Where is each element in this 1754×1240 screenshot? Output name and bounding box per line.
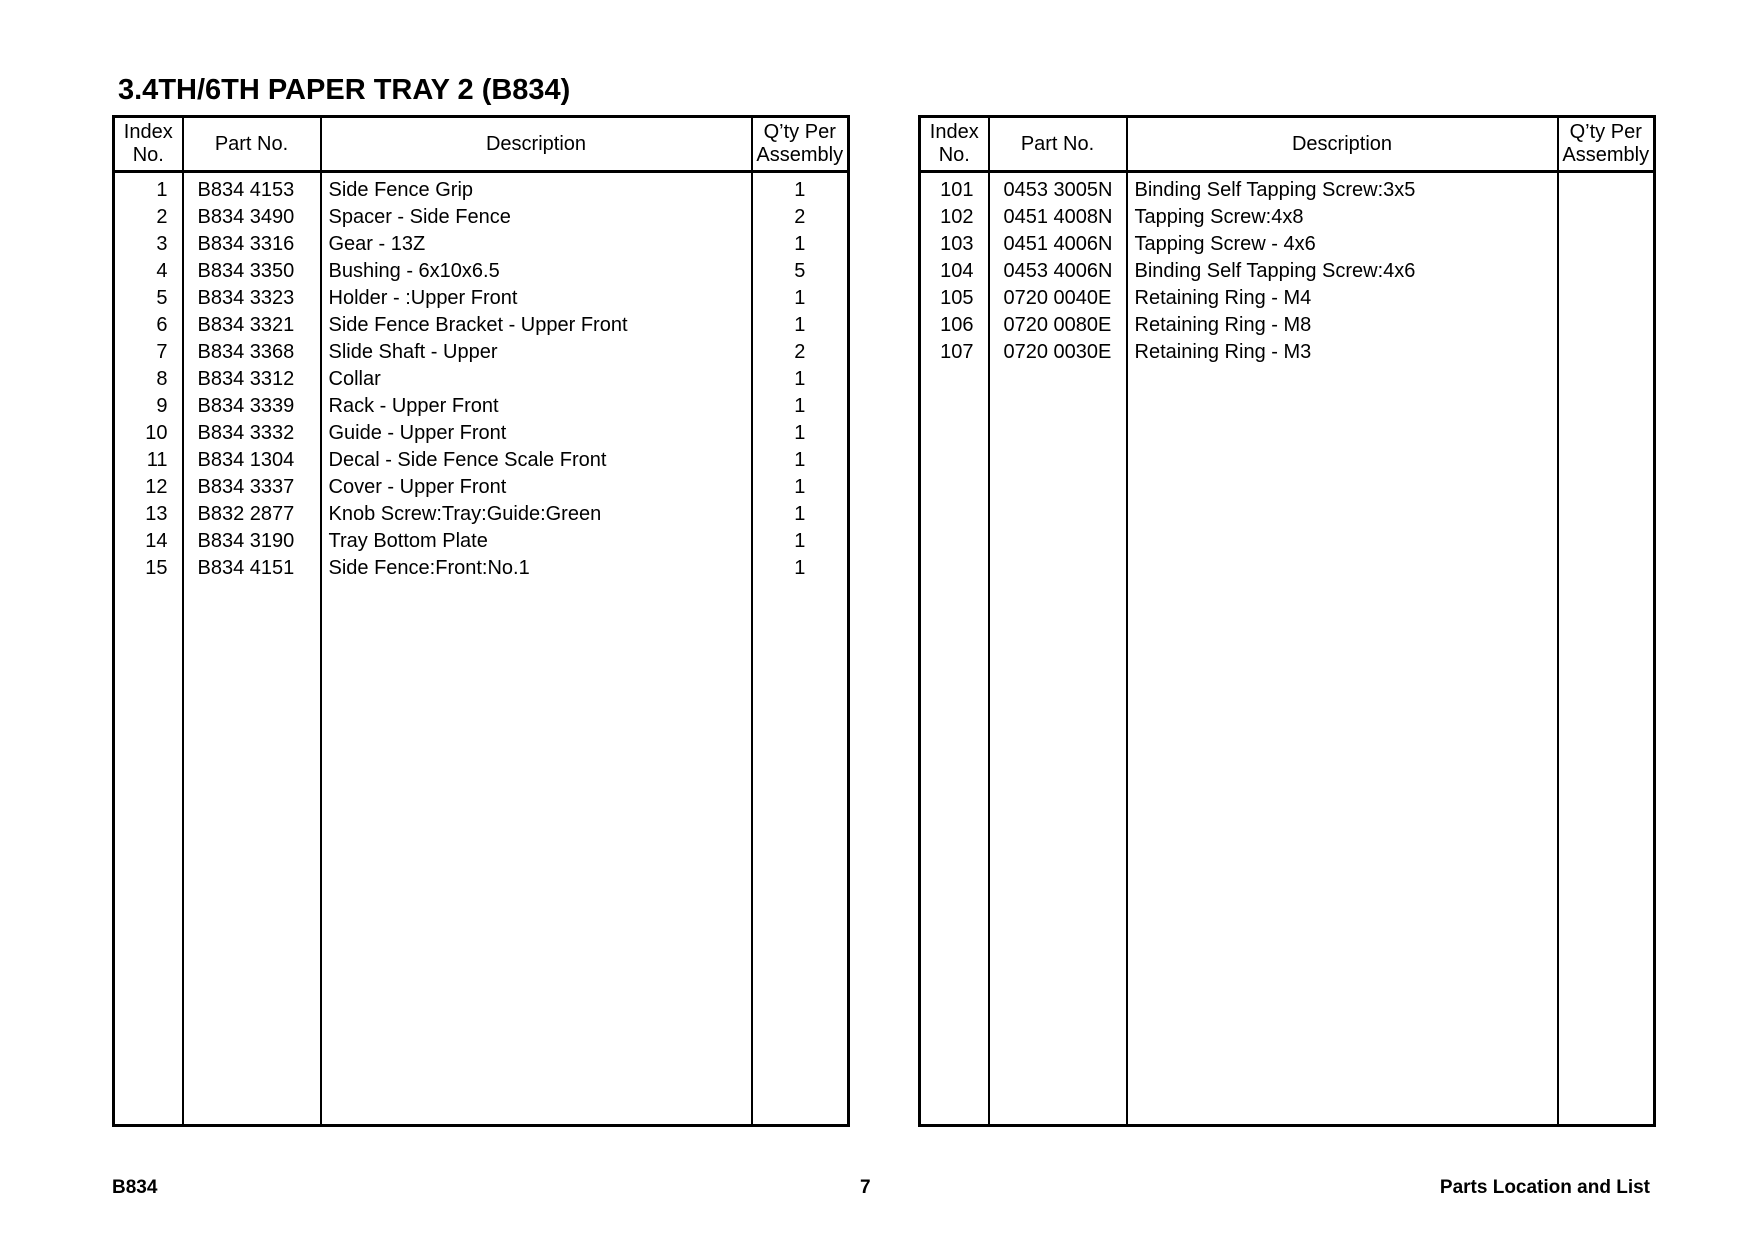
qty-cell	[1558, 231, 1655, 258]
parts-table-left	[112, 115, 850, 1127]
description-cell: Bushing - 6x10x6.5	[321, 258, 752, 285]
empty-cell	[183, 582, 321, 1126]
header-qty-per-assembly: Q’ty Per Assembly	[752, 117, 849, 172]
qty-cell: 1	[752, 447, 849, 474]
part-no-cell: B834 3332	[183, 420, 321, 447]
table-row	[114, 258, 849, 285]
part-no-cell: 0451 4008N	[989, 204, 1127, 231]
index-cell: 2	[156, 206, 168, 228]
table-row	[114, 312, 849, 339]
table-row	[114, 231, 849, 258]
part-no-cell: B834 3190	[183, 528, 321, 555]
empty-cell	[321, 582, 752, 1126]
index-cell: 104	[940, 260, 974, 282]
qty-cell: 2	[752, 204, 849, 231]
table-row	[920, 258, 1655, 285]
part-no-cell: B834 3316	[183, 231, 321, 258]
index-cell: 15	[145, 557, 168, 579]
qty-cell	[1558, 312, 1655, 339]
part-no-cell: B834 4153	[183, 172, 321, 205]
part-no-cell: B834 1304	[183, 447, 321, 474]
qty-cell	[1558, 285, 1655, 312]
index-cell: 102	[940, 206, 974, 228]
header-part-no: Part No.	[183, 117, 321, 172]
table-row	[114, 366, 849, 393]
qty-cell: 1	[752, 231, 849, 258]
description-cell: Side Fence:Front:No.1	[321, 555, 752, 582]
index-cell: 11	[146, 449, 168, 471]
description-cell: Retaining Ring - M4	[1127, 285, 1558, 312]
qty-cell: 1	[752, 555, 849, 582]
header-description: Description	[321, 117, 752, 172]
index-cell: 7	[156, 341, 168, 363]
table-row	[114, 204, 849, 231]
parts-table-right	[918, 115, 1656, 1127]
table-body-left	[114, 172, 849, 1126]
qty-cell	[1558, 172, 1655, 205]
part-no-cell: B834 3339	[183, 393, 321, 420]
qty-cell: 1	[752, 285, 849, 312]
header-index-no: Index No.	[920, 117, 989, 172]
index-cell: 1	[156, 179, 168, 201]
part-no-cell: B834 3490	[183, 204, 321, 231]
part-no-cell: B834 3368	[183, 339, 321, 366]
index-cell: 6	[156, 314, 168, 336]
part-no-cell: B832 2877	[183, 501, 321, 528]
qty-cell: 1	[752, 172, 849, 205]
table-row	[114, 420, 849, 447]
table-row	[114, 393, 849, 420]
page-title: 3.4TH/6TH PAPER TRAY 2 (B834)	[118, 74, 571, 106]
description-cell: Binding Self Tapping Screw:4x6	[1127, 258, 1558, 285]
description-cell: Rack - Upper Front	[321, 393, 752, 420]
index-cell: 103	[940, 233, 974, 255]
table-row	[114, 285, 849, 312]
table-filler-row	[920, 366, 1655, 1126]
qty-cell	[1558, 339, 1655, 366]
description-cell: Side Fence Grip	[321, 172, 752, 205]
qty-cell	[1558, 258, 1655, 285]
table-row	[920, 312, 1655, 339]
header-part-no: Part No.	[989, 117, 1127, 172]
part-no-cell: B834 3337	[183, 474, 321, 501]
empty-cell	[1558, 366, 1655, 1126]
index-cell: 5	[156, 287, 168, 309]
index-cell: 106	[940, 314, 974, 336]
table-row	[920, 231, 1655, 258]
qty-cell: 5	[752, 258, 849, 285]
table-row	[114, 447, 849, 474]
qty-cell: 2	[752, 339, 849, 366]
part-no-cell: 0451 4006N	[989, 231, 1127, 258]
index-cell: 13	[145, 503, 168, 525]
part-no-cell: B834 3312	[183, 366, 321, 393]
qty-cell: 1	[752, 366, 849, 393]
description-cell: Tapping Screw - 4x6	[1127, 231, 1558, 258]
qty-cell: 1	[752, 420, 849, 447]
description-cell: Gear - 13Z	[321, 231, 752, 258]
table-row	[114, 555, 849, 582]
description-cell: Tray Bottom Plate	[321, 528, 752, 555]
table-row	[114, 172, 849, 205]
footer-model-code: B834	[112, 1177, 158, 1198]
index-cell: 107	[940, 341, 974, 363]
part-no-cell: B834 3323	[183, 285, 321, 312]
part-no-cell: B834 4151	[183, 555, 321, 582]
index-cell: 3	[156, 233, 168, 255]
empty-cell	[920, 366, 989, 1126]
empty-cell	[1127, 366, 1558, 1126]
part-no-cell: B834 3321	[183, 312, 321, 339]
description-cell: Binding Self Tapping Screw:3x5	[1127, 172, 1558, 205]
qty-cell: 1	[752, 393, 849, 420]
index-cell: 9	[156, 395, 168, 417]
header-index-no: Index No.	[114, 117, 183, 172]
description-cell: Side Fence Bracket - Upper Front	[321, 312, 752, 339]
index-cell: 8	[156, 368, 168, 390]
table-row	[114, 339, 849, 366]
part-no-cell: B834 3350	[183, 258, 321, 285]
header-qty-per-assembly: Q’ty Per Assembly	[1558, 117, 1655, 172]
description-cell: Guide - Upper Front	[321, 420, 752, 447]
index-cell: 14	[145, 530, 168, 552]
table-row	[920, 204, 1655, 231]
table-row	[114, 474, 849, 501]
part-no-cell: 0453 3005N	[989, 172, 1127, 205]
table-row	[114, 528, 849, 555]
description-cell: Knob Screw:Tray:Guide:Green	[321, 501, 752, 528]
qty-cell: 1	[752, 474, 849, 501]
description-cell: Retaining Ring - M3	[1127, 339, 1558, 366]
part-no-cell: 0720 0040E	[989, 285, 1127, 312]
description-cell: Cover - Upper Front	[321, 474, 752, 501]
qty-cell: 1	[752, 312, 849, 339]
index-cell: 101	[940, 179, 974, 201]
table-row	[920, 339, 1655, 366]
description-cell: Decal - Side Fence Scale Front	[321, 447, 752, 474]
table-filler-row	[114, 582, 849, 1126]
index-cell: 10	[145, 422, 168, 444]
description-cell: Retaining Ring - M8	[1127, 312, 1558, 339]
description-cell: Spacer - Side Fence	[321, 204, 752, 231]
qty-cell: 1	[752, 501, 849, 528]
table-body-right	[920, 172, 1655, 1126]
header-description: Description	[1127, 117, 1558, 172]
description-cell: Tapping Screw:4x8	[1127, 204, 1558, 231]
empty-cell	[989, 366, 1127, 1126]
table-row	[920, 172, 1655, 205]
description-cell: Slide Shaft - Upper	[321, 339, 752, 366]
table-row	[920, 285, 1655, 312]
index-cell: 12	[145, 476, 168, 498]
qty-cell	[1558, 204, 1655, 231]
index-cell: 4	[156, 260, 168, 282]
table-header-row	[114, 117, 849, 172]
description-cell: Collar	[321, 366, 752, 393]
table-row	[114, 501, 849, 528]
part-no-cell: 0720 0080E	[989, 312, 1127, 339]
qty-cell: 1	[752, 528, 849, 555]
footer-page-number: 7	[860, 1177, 871, 1198]
table-header-row	[920, 117, 1655, 172]
empty-cell	[114, 582, 183, 1126]
part-no-cell: 0453 4006N	[989, 258, 1127, 285]
part-no-cell: 0720 0030E	[989, 339, 1127, 366]
index-cell: 105	[940, 287, 974, 309]
empty-cell	[752, 582, 849, 1126]
footer-section-title: Parts Location and List	[1439, 1177, 1650, 1198]
description-cell: Holder - :Upper Front	[321, 285, 752, 312]
